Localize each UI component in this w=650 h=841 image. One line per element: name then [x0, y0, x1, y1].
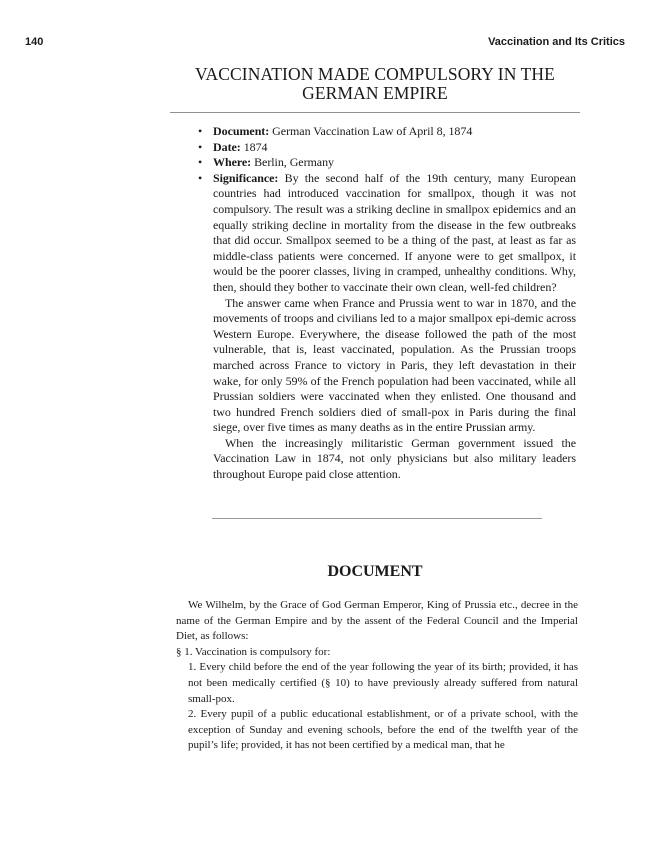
document-value: German Vaccination Law of April 8, 1874 — [272, 124, 473, 138]
summary-list — [196, 124, 576, 483]
where-label: Where: — [213, 155, 252, 170]
document-heading: DOCUMENT — [327, 563, 423, 580]
section-1-item-1: 1. Every child before the end of the year following the year of its birth; provided, it has not been medically certified (§ 10) to have previously already suffered from natural small-pox. — [188, 661, 578, 705]
date-label: Date: — [213, 139, 241, 154]
page-number: 140 — [25, 36, 44, 48]
document-intro: We Wilhelm, by the Grace of God German Emperor, King of Prussia etc., decree in the name of the German Empire and by the assent of the Federal Council and the Imperial Diet, as follows: — [176, 599, 578, 643]
document-body — [176, 598, 578, 754]
summary-item-date — [196, 140, 576, 156]
summary-item-document — [196, 124, 576, 140]
significance-paragraph-3: When the increasingly militaristic German government issued the Vaccination Law in 1874, not only physicians but also military leaders throughout Europe paid close attention. — [213, 435, 576, 482]
summary-item-significance — [196, 171, 576, 483]
where-value: Berlin, Germany — [254, 155, 334, 170]
significance-paragraph-1 — [213, 171, 576, 296]
bullet-icon: • — [198, 155, 203, 170]
significance-text-1: By the second half of the 19th century, many European countries had introduced vaccination for smallpox, though it was not compulsory. The result was a striking decline in smallpox epidemics and an equally striking decline in mortality from the disease in the few outbreaks that did occur. Smallpox seemed to be a thing of the past, at least as far as middle-class patients were concerned. If anyone were to get smallpox, it would be the poorer classes, living in cramped, unhealthy conditions. Why, then, should they bother to vaccinate their own clean, well-fed children? — [213, 170, 577, 294]
bullet-icon: • — [198, 124, 203, 138]
date-value: 1874 — [243, 139, 268, 154]
section-1-item-2: 2. Every pupil of a public educational establishment, or of a private school, with the exception of Sunday and evening schools, before the end of the twelfth year of the pupil’s life; provided, it has not been certified by a medical man, that he — [188, 708, 578, 752]
page-title: VACCINATION MADE COMPULSORY IN THE GERMAN EMPIRE — [195, 64, 555, 103]
significance-label: Significance: — [213, 170, 279, 185]
summary-item-where — [196, 155, 576, 171]
running-header: Vaccination and Its Critics — [488, 36, 625, 48]
divider-top — [170, 112, 580, 113]
divider-bottom — [212, 518, 542, 519]
document-label: Document: — [213, 124, 270, 138]
section-1-heading: § 1. Vaccination is compulsory for: — [176, 645, 331, 658]
bullet-icon: • — [198, 170, 203, 185]
bullet-icon: • — [198, 139, 203, 154]
significance-paragraph-2: The answer came when France and Prussia went to war in 1870, and the movements of troops and civilians led to a major smallpox epi-demic across Western Europe. Everywhere, the disease followed the path of the most vulnerable, that is, least vaccinated, population. As the Prussian troops marched across France to victory in Paris, they left devastation in their wake, for only 59% of the French population had been vaccinated, while all Prussian soldiers were vaccinated when they enlisted. One thousand and two hundred French soldiers died of small-pox in Paris during the final siege, over five times as many deaths as in the entire Prussian army. — [213, 295, 576, 435]
